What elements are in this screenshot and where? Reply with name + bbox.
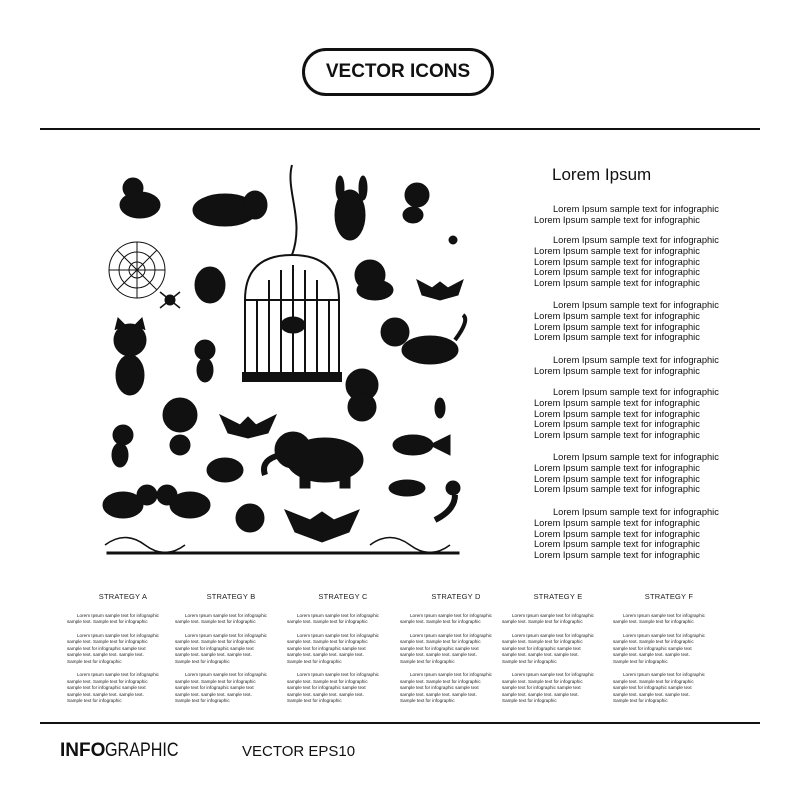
right-heading: Lorem Ipsum — [552, 165, 652, 184]
text-line: Lorem Ipsum sample text for infographic — [553, 507, 719, 517]
right-paragraph — [534, 452, 734, 495]
caged-bird-icon — [281, 317, 305, 333]
ground-line — [107, 552, 459, 554]
text-line: sample text for infographic sample text — [287, 645, 366, 651]
text-line: sample text for infographic sample text — [502, 645, 581, 651]
footer-bold: INFO — [60, 740, 106, 761]
bottom-divider — [40, 722, 760, 724]
text-line: Lorem Ipsum sample text for infographic — [534, 430, 700, 441]
text-line: Lorem Ipsum sample text for infographic — [534, 278, 700, 289]
text-line: Lorem Ipsum sample text for infographic — [534, 267, 700, 278]
strategy-paragraph — [175, 633, 287, 666]
text-line: sample text. Sample text for infographic — [400, 619, 481, 624]
text-line: sample text. sample text. sample text. — [67, 652, 144, 657]
text-line: Lorem Ipsum sample text for infographic — [553, 387, 719, 397]
text-line: sample text. Sample text for infographic — [175, 678, 256, 684]
snake-icon — [435, 481, 460, 520]
top-divider — [40, 128, 760, 130]
text-line: sample text. sample text. sample text. — [613, 691, 690, 697]
text-line: Lorem Ipsum sample text for infographic — [512, 612, 594, 618]
text-line: Sample text for infographic — [287, 658, 342, 664]
text-line: Lorem Ipsum sample text for infographic — [534, 528, 700, 539]
text-line: sample text for infographic sample text — [67, 685, 146, 690]
bird-icon — [207, 458, 243, 482]
text-line: sample text. Sample text for infographic — [67, 639, 148, 644]
strategy-paragraph — [67, 633, 179, 666]
text-line: Lorem Ipsum sample text for infographic — [185, 672, 267, 677]
strategy-paragraph — [287, 672, 399, 705]
hippo-icon — [193, 191, 267, 226]
text-line: sample text. Sample text for infographic — [287, 678, 368, 684]
right-paragraph — [534, 507, 734, 561]
text-line: Lorem Ipsum sample text for infographic — [534, 550, 700, 561]
text-line: sample text. Sample text for infographic — [502, 639, 583, 644]
mouse-icon — [195, 340, 215, 382]
strategy-column — [175, 594, 287, 712]
text-line: sample text. sample text. sample text. — [400, 691, 477, 697]
right-paragraph — [534, 204, 734, 226]
spiderweb-icon — [109, 242, 165, 298]
text-line: Sample text for infographic — [287, 698, 342, 703]
text-line: Lorem Ipsum sample text for infographic — [534, 462, 700, 473]
strategy-column — [287, 594, 399, 712]
text-line: Lorem Ipsum sample text for infographic — [534, 256, 700, 267]
bat-3-icon — [285, 510, 359, 542]
strategy-paragraph — [67, 613, 179, 626]
text-line: sample text. Sample text for infographic — [502, 619, 583, 624]
bat-icon — [417, 280, 463, 300]
text-line: Lorem Ipsum sample text for infographic — [534, 214, 700, 225]
monkey-icon — [403, 183, 429, 223]
text-line: Sample text for infographic — [175, 698, 230, 703]
ornament-left-icon — [105, 538, 185, 553]
text-line: Sample text for infographic — [502, 698, 557, 703]
spider-small-icon — [449, 236, 457, 244]
text-line: Lorem Ipsum sample text for infographic — [410, 612, 492, 618]
right-paragraph — [534, 300, 734, 343]
strategy-paragraph — [613, 672, 725, 705]
strategy-title: STRATEGY F — [644, 592, 694, 601]
text-line: Sample text for infographic — [400, 658, 455, 664]
text-line: sample text. sample text. sample text. — [175, 691, 252, 697]
text-line: sample text. Sample text for infographic — [400, 678, 481, 684]
cockroach-icon — [435, 398, 445, 418]
text-line: sample text. Sample text for infographic — [400, 639, 481, 644]
text-line: Lorem Ipsum sample text for infographic — [297, 612, 379, 618]
text-line: Lorem Ipsum sample text for infographic — [534, 310, 700, 321]
text-line: sample text for infographic sample text — [400, 645, 479, 651]
text-line: Lorem Ipsum sample text for infographic — [534, 245, 700, 256]
text-line: Lorem Ipsum sample text for infographic — [553, 355, 719, 365]
text-line: sample text. sample text. sample text. — [67, 691, 144, 697]
text-line: Lorem Ipsum sample text for infographic — [512, 672, 594, 677]
footer-title — [60, 740, 192, 762]
text-line: Lorem Ipsum sample text for infographic — [553, 452, 719, 462]
text-line: Lorem Ipsum sample text for infographic — [77, 612, 159, 618]
text-line: Sample text for infographic — [613, 698, 668, 703]
strategy-column — [400, 594, 512, 712]
text-line: Lorem Ipsum sample text for infographic — [553, 204, 719, 214]
strategy-paragraph — [287, 613, 399, 626]
right-paragraph — [534, 387, 734, 441]
text-line: sample text. Sample text for infographic — [613, 619, 694, 624]
strategy-title: STRATEGY A — [98, 592, 148, 601]
right-paragraph — [534, 355, 734, 377]
text-line: sample text. Sample text for infographic — [287, 639, 368, 644]
text-line: Sample text for infographic — [175, 658, 230, 664]
text-line: Lorem Ipsum sample text for infographic — [77, 632, 159, 638]
text-line: sample text. Sample text for infographic — [287, 619, 368, 624]
dog-icon — [120, 178, 160, 218]
text-line: Lorem Ipsum sample text for infographic — [512, 632, 594, 638]
strategy-paragraph — [400, 672, 512, 705]
bat-2-icon — [220, 415, 276, 438]
text-line: Lorem Ipsum sample text for infographic — [623, 672, 705, 677]
text-line: sample text. Sample text for infographic — [613, 678, 694, 684]
text-line: sample text for infographic sample text — [400, 685, 479, 690]
text-line: Sample text for infographic — [67, 698, 122, 703]
text-line: Sample text for infographic — [67, 658, 122, 664]
strategy-title: STRATEGY E — [533, 592, 583, 601]
text-line: sample text for infographic sample text — [613, 685, 692, 690]
text-line: sample text for infographic sample text — [175, 685, 254, 690]
text-line: Lorem Ipsum sample text for infographic — [534, 408, 700, 419]
footer-subtitle: VECTOR EPS10 — [242, 743, 356, 760]
text-line: sample text. sample text. sample text. — [613, 652, 690, 657]
text-line: sample text. Sample text for infographic — [613, 639, 694, 644]
text-line: sample text. Sample text for infographic — [175, 639, 256, 644]
strategy-paragraph — [613, 613, 725, 626]
text-line: Lorem Ipsum sample text for infographic — [534, 397, 700, 408]
fish-icon — [393, 435, 450, 455]
text-line: sample text. sample text. sample text. — [502, 652, 579, 657]
text-line: Lorem Ipsum sample text for infographic — [410, 672, 492, 677]
strategy-paragraph — [175, 672, 287, 705]
text-line: sample text. sample text. sample text. — [175, 652, 252, 657]
strategy-paragraph — [400, 613, 512, 626]
text-line: Lorem Ipsum sample text for infographic — [534, 332, 700, 343]
text-line: Lorem Ipsum sample text for infographic — [534, 539, 700, 550]
strategy-paragraph — [502, 613, 614, 626]
strategy-paragraph — [67, 672, 179, 705]
text-line: Lorem Ipsum sample text for infographic — [185, 632, 267, 638]
strategy-paragraph — [502, 672, 614, 705]
text-line: sample text for infographic sample text — [502, 685, 581, 690]
strategy-column — [67, 594, 179, 712]
owl-icon — [195, 267, 225, 303]
text-line: Lorem Ipsum sample text for infographic — [534, 419, 700, 430]
text-line: sample text. sample text. sample text. — [287, 652, 364, 657]
text-line: sample text. Sample text for infographic — [175, 619, 256, 624]
tiger-icon — [381, 315, 465, 364]
strategy-column — [502, 594, 614, 712]
cat-icon — [114, 318, 146, 395]
text-line: Lorem Ipsum sample text for infographic — [623, 612, 705, 618]
strategy-paragraph — [400, 633, 512, 666]
text-line: Lorem Ipsum sample text for infographic — [534, 484, 700, 495]
text-line: Lorem Ipsum sample text for infographic — [623, 632, 705, 638]
elephants-icon — [103, 485, 210, 518]
text-line: sample text. Sample text for infographic — [67, 619, 148, 624]
text-line: sample text for infographic sample text — [287, 685, 366, 690]
ornament-right-icon — [370, 538, 450, 553]
text-line: Lorem Ipsum sample text for infographic — [410, 632, 492, 638]
text-line: sample text for infographic sample text — [67, 645, 146, 651]
text-line: Sample text for infographic — [613, 658, 668, 664]
text-line: Lorem Ipsum sample text for infographic — [553, 300, 719, 310]
text-line: Lorem Ipsum sample text for infographic — [297, 672, 379, 677]
text-line: sample text for infographic sample text — [613, 645, 692, 651]
right-paragraph — [534, 235, 734, 289]
spider-icon — [160, 292, 180, 308]
strategy-title: STRATEGY D — [431, 592, 481, 601]
strategy-column — [613, 594, 725, 712]
strategy-title: STRATEGY C — [318, 592, 368, 601]
fish-2-icon — [389, 480, 425, 496]
chick-icon — [355, 260, 393, 300]
text-line: Lorem Ipsum sample text for infographic — [534, 517, 700, 528]
monkey-2-icon — [163, 398, 197, 455]
elephant-icon — [264, 432, 363, 488]
text-line: sample text. Sample text for infographic — [67, 678, 148, 684]
mouse-2-icon — [112, 425, 133, 467]
text-line: Lorem Ipsum sample text for infographic — [297, 632, 379, 638]
strategy-paragraph — [502, 633, 614, 666]
text-line: sample text. sample text. sample text. — [400, 652, 477, 657]
strategy-paragraph — [613, 633, 725, 666]
bird-2-icon — [236, 504, 264, 532]
text-line: Sample text for infographic — [400, 698, 455, 703]
text-line: Lorem Ipsum sample text for infographic — [77, 672, 159, 677]
strategy-title: STRATEGY B — [206, 592, 256, 601]
strategy-paragraph — [175, 613, 287, 626]
footer-rest: GRAPHIC — [105, 740, 179, 761]
text-line: Lorem Ipsum sample text for infographic — [534, 473, 700, 484]
text-line: sample text. sample text. sample text. — [287, 691, 364, 697]
text-line: sample text for infographic sample text — [175, 645, 254, 651]
text-line: Lorem Ipsum sample text for infographic — [553, 235, 719, 245]
rabbit-icon — [335, 176, 367, 240]
text-line: Lorem Ipsum sample text for infographic — [534, 365, 700, 376]
title-badge: VECTOR ICONS — [302, 48, 494, 96]
animal-icons-illustration — [95, 160, 475, 560]
pig-icon — [346, 369, 378, 421]
text-line: sample text. Sample text for infographic — [502, 678, 583, 684]
text-line: Lorem Ipsum sample text for infographic — [534, 321, 700, 332]
text-line: Sample text for infographic — [502, 658, 557, 664]
text-line: sample text. sample text. sample text. — [502, 691, 579, 697]
text-line: Lorem Ipsum sample text for infographic — [185, 612, 267, 618]
strategy-paragraph — [287, 633, 399, 666]
